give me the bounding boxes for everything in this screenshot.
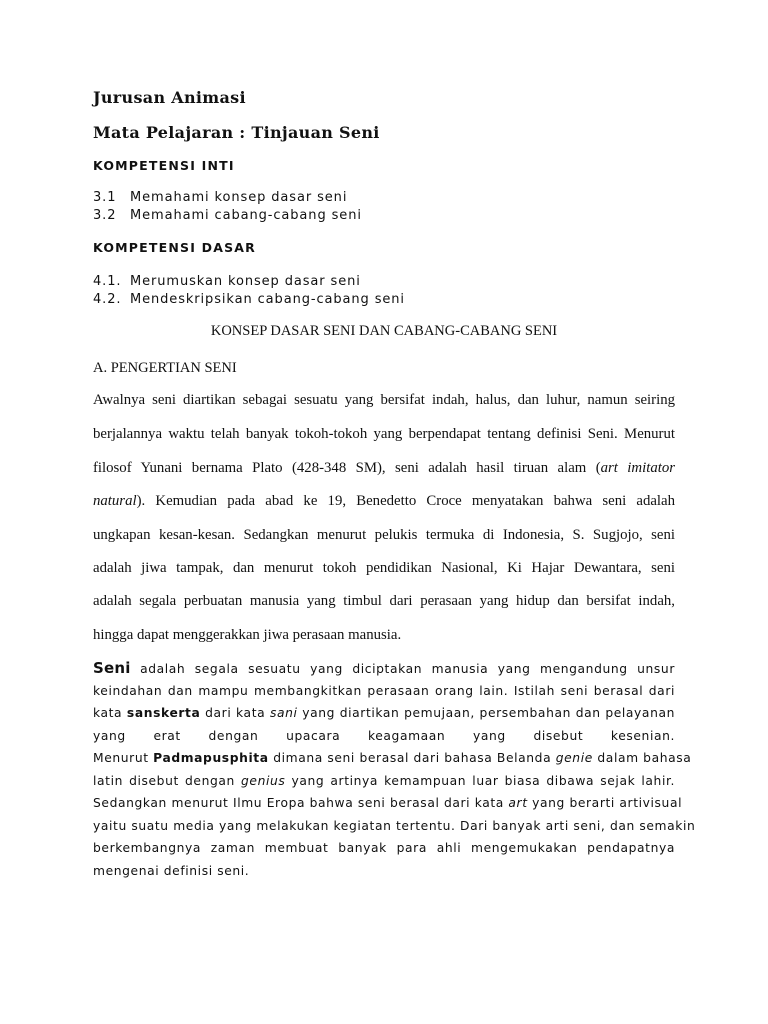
paragraph-line: filosof Yunani bernama Plato (428-348 SM), seni adalah hasil tiruan alam (art imitator bbox=[93, 460, 675, 476]
paragraph-line: Seni adalah segala sesuatu yang diciptakan manusia yang mengandung unsur bbox=[93, 659, 675, 677]
paragraph-line: ungkapan kesan-kesan. Sedangkan menurut pelukis termuka di Indonesia, S. Sugjojo, seni bbox=[93, 527, 675, 543]
paragraph-line: natural). Kemudian pada abad ke 19, Benedetto Croce menyatakan bahwa seni adalah bbox=[93, 493, 675, 509]
paragraph-line: kata sanskerta dari kata sani yang diartikan pemujaan, persembahan dan pelayanan bbox=[93, 706, 675, 720]
seni-lead-word: Seni bbox=[93, 659, 131, 677]
paragraph-line: keindahan dan mampu membangkitkan perasaan orang lain. Istilah seni berasal dari bbox=[93, 684, 675, 698]
main-title: KONSEP DASAR SENI DAN CABANG-CABANG SENI bbox=[210, 323, 558, 339]
section-a-title: A. PENGERTIAN SENI bbox=[93, 360, 237, 376]
list-item: 3.2 Memahami cabang-cabang seni bbox=[93, 208, 362, 223]
paragraph-line: yang erat dengan upacara keagamaan yang disebut kesenian. bbox=[93, 729, 675, 743]
kompetensi-inti-heading: KOMPETENSI INTI bbox=[93, 158, 235, 173]
paragraph-line: yaitu suatu media yang melakukan kegiatan tertentu. Dari banyak arti seni, dan semakin bbox=[93, 819, 696, 833]
paragraph-line: mengenai definisi seni. bbox=[93, 864, 250, 878]
list-item: 3.1 Memahami konsep dasar seni bbox=[93, 190, 348, 205]
paragraph-line: Awalnya seni diartikan sebagai sesuatu yang bersifat indah, halus, dan luhur, namun seiring bbox=[93, 392, 675, 408]
paragraph-line: hingga dapat menggerakkan jiwa perasaan manusia. bbox=[93, 627, 402, 643]
mapel-heading: Mata Pelajaran : Tinjauan Seni bbox=[93, 123, 380, 142]
paragraph-line: berjalannya waktu telah banyak tokoh-tokoh yang berpendapat tentang definisi Seni. Menurut bbox=[93, 426, 675, 442]
jurusan-heading: Jurusan Animasi bbox=[93, 88, 246, 107]
paragraph-line: adalah jiwa tampak, dan menurut tokoh pendidikan Nasional, Ki Hajar Dewantara, seni bbox=[93, 560, 675, 576]
paragraph-line: Menurut Padmapusphita dimana seni berasal dari bahasa Belanda genie dalam bahasa bbox=[93, 751, 692, 765]
paragraph-line: latin disebut dengan genius yang artinya kemampuan luar biasa dibawa sejak lahir. bbox=[93, 774, 675, 788]
paragraph-line: berkembangnya zaman membuat banyak para ahli mengemukakan pendapatnya bbox=[93, 841, 675, 855]
paragraph-line: Sedangkan menurut Ilmu Eropa bahwa seni berasal dari kata art yang berarti artivisual bbox=[93, 796, 683, 810]
list-item: 4.2. Mendeskripsikan cabang-cabang seni bbox=[93, 292, 405, 307]
kompetensi-dasar-heading: KOMPETENSI DASAR bbox=[93, 240, 256, 255]
kompetensi-inti-list bbox=[93, 189, 362, 225]
kompetensi-dasar-list bbox=[93, 273, 405, 309]
paragraph-line: adalah segala perbuatan manusia yang timbul dari perasaan yang hidup dan bersifat indah, bbox=[93, 593, 675, 609]
list-item: 4.1. Merumuskan konsep dasar seni bbox=[93, 274, 361, 289]
